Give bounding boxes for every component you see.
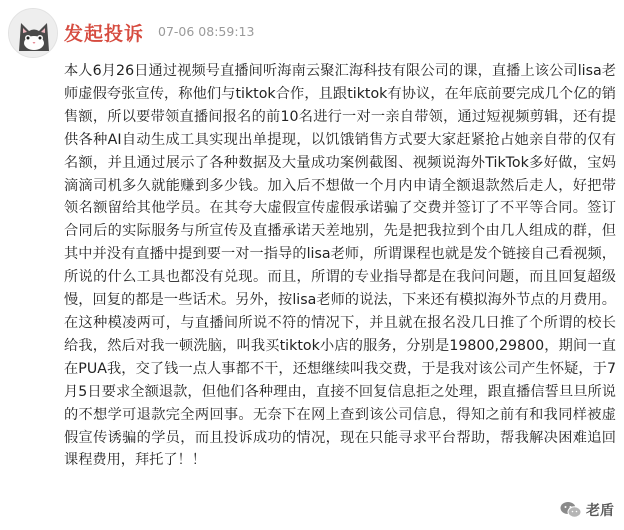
- complaint-body: 本人6月26日通过视频号直播间听海南云聚汇海科技有限公司的课，直播上该公司lisa老师虚假夸张宣传，称他们与tiktok合作，且跟tiktok有协议，在年底前要完成几个亿的销售额，所以要带领直播间报名的前10名进行一对一亲自带领，通过短视频剪辑，还有提供各种AI自动生成工具实现出单提现，以饥饿销售方式要大家赶紧抢占她亲自带的仅有名额，并且通过展示了各种数据及大量成功案例截图、视频说海外TikTok多好做，宝妈滴滴司机多久就能赚到多少钱。加入后不想做一个月内申请全额退款然后走人，好把带领名额留给其他学员。在其夸大虚假宣传虚假承诺骗了交费并签订了不平等合同。签订合同后的实际服务与所宣传及直播承诺天差地别，先是把我拉到个由几人组成的群，但其中并没有直播中提到要一对一指导的lisa老师，所谓课程也就是发个链接自己看视频，所说的什么工具也都没有兑现。而且，所谓的专业指导都是在我问问题，而且回复超级慢，回复的都是一些话术。另外，按lisa老师的说法，下来还有模拟海外节点的月费用。在这种模凌两可，与直播间所说不符的情况下，并且就在报名没几日推了个所谓的校长给我，然后对我一顿洗脑，叫我买tiktok小店的服务，分别是19800,29800，期间一直在PUA我，交了钱一点人事都不干，还想继续叫我交费，于是我对该公司产生怀疑，于7月5日要求全额退款，但他们各种理由，直接不回复信息拒之处理，跟直播信誓旦旦所说的不想学可退款完全两回事。无奈下在网上查到该公司信息，得知之前有和我同样被虚假宣传诱骗的学员，而且投诉成功的情况，现在只能寻求平台帮助，帮我解决困难追回课程费用，拜托了！！: [64, 63, 616, 469]
- post-header: [8, 8, 608, 68]
- watermark-text: 老盾: [586, 503, 614, 519]
- post-timestamp: 07-06 08:59:13: [158, 24, 255, 39]
- avatar[interactable]: [8, 8, 58, 58]
- post-title: 发起投诉: [64, 23, 145, 45]
- wechat-logo-icon: [560, 501, 582, 519]
- watermark: [560, 500, 614, 520]
- cat-avatar-icon: [9, 9, 58, 58]
